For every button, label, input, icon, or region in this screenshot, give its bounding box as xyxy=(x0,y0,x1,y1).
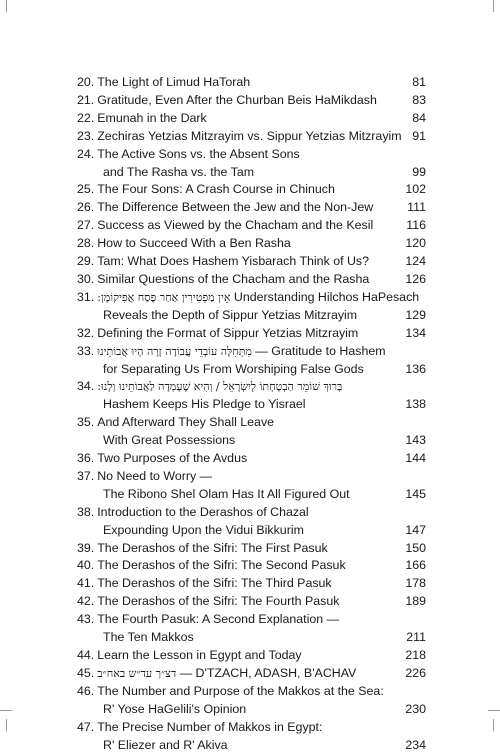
toc-entry[interactable] xyxy=(77,325,426,343)
toc-entry-line xyxy=(77,504,426,522)
toc-entry[interactable] xyxy=(77,110,426,128)
toc-entry-title: Introduction to the Derashos of Chazal xyxy=(97,504,309,519)
toc-entry-page: 143 xyxy=(405,433,426,448)
toc-entry-heading xyxy=(77,450,247,468)
toc-entry-number: 31. xyxy=(77,289,95,304)
toc-entry-continuation: Reveals the Depth of Sippur Yetzias Mitzrayim xyxy=(103,307,358,322)
toc-entry-number: 44. xyxy=(77,648,95,662)
toc-entry-number: 25. xyxy=(77,182,95,197)
toc-entry-title: Two Purposes of the Avdus xyxy=(97,451,248,466)
toc-entry-line xyxy=(77,92,426,110)
toc-entry[interactable] xyxy=(77,253,426,271)
toc-entry-heading xyxy=(77,647,302,665)
toc-entry-number: 21. xyxy=(77,92,95,107)
toc-entry[interactable] xyxy=(77,414,426,450)
toc-entry-line xyxy=(77,468,426,486)
toc-entry-heading xyxy=(77,665,356,683)
toc-entry-title: And Afterward They Shall Leave xyxy=(97,415,275,430)
toc-entry-page: 83 xyxy=(412,92,426,107)
toc-entry[interactable] xyxy=(77,289,426,325)
toc-entry[interactable] xyxy=(77,235,426,253)
toc-entry-title: The Difference Between the Jew and the Non-Jew xyxy=(97,200,374,215)
toc-entry-page: 218 xyxy=(405,648,426,662)
toc-entry-line xyxy=(77,629,426,647)
toc-entry-heading xyxy=(77,271,369,289)
toc-entry[interactable] xyxy=(77,450,426,468)
toc-entry-line xyxy=(77,432,426,450)
toc-entry-line xyxy=(77,450,426,468)
toc-entry-line xyxy=(77,271,426,289)
toc-entry-title: The Active Sons vs. the Absent Sons xyxy=(97,146,300,161)
toc-entry-title: The Derashos of the Sifri: The Second Pasuk xyxy=(97,558,346,573)
toc-entry-line xyxy=(77,217,426,235)
toc-entry-line xyxy=(77,719,426,737)
toc-entry-title: Understanding Hilchos HaPesach xyxy=(233,289,420,304)
toc-entry-line xyxy=(77,396,426,414)
toc-entry-page: 102 xyxy=(405,182,426,197)
toc-entry-title: Gratitude, Even After the Churban Beis HaMikdash xyxy=(97,92,377,107)
toc-entry-page: 145 xyxy=(405,486,426,501)
toc-entry-number: 32. xyxy=(77,325,95,340)
toc-entry-page: 124 xyxy=(405,254,426,269)
toc-entry-line xyxy=(77,414,426,432)
toc-entry-line xyxy=(77,361,426,379)
toc-entry-number: 33. xyxy=(77,343,95,358)
toc-entry[interactable] xyxy=(77,557,426,575)
toc-entry-line xyxy=(77,235,426,253)
toc-entry-continuation: for Separating Us From Worshiping False Gods xyxy=(103,361,364,376)
toc-entry-line xyxy=(77,128,426,146)
toc-entry-number: 36. xyxy=(77,451,95,466)
toc-entry-heading xyxy=(77,468,212,486)
toc-entry-heading xyxy=(77,199,373,217)
toc-entry-line xyxy=(77,540,426,558)
toc-entry-heading xyxy=(77,325,358,343)
toc-entry-title: Tam: What Does Hashem Yisbarach Think of Us? xyxy=(97,254,370,269)
toc-entry-line xyxy=(77,164,426,182)
toc-entry-title: The Derashos of the Sifri: The First Pasuk xyxy=(97,540,328,555)
toc-entry-line xyxy=(77,307,426,325)
toc-entry-heading xyxy=(77,289,419,307)
toc-entry-hebrew: אֵין מַפְטִירִין אַחַר פֶּסַח אֲפִיקוֹמָן: xyxy=(97,290,231,304)
toc-entry-title: The Number and Purpose of the Makkos at the Sea: xyxy=(97,683,384,698)
toc-entry-number: 24. xyxy=(77,146,95,161)
toc-entry-line xyxy=(77,146,426,164)
toc-entry-heading xyxy=(77,146,300,164)
toc-entry-line xyxy=(77,701,426,719)
toc-entry-page: 144 xyxy=(405,451,426,466)
toc-entry-heading xyxy=(77,217,373,235)
toc-entry-hebrew: מִתְּחִלָּה עוֹבְדֵי עֲבוֹדָה זָרָה הָיוּ אֲבוֹתֵינוּ xyxy=(97,344,252,358)
toc-entry[interactable] xyxy=(77,128,426,146)
toc-entry-title: The Light of Limud HaTorah xyxy=(97,75,251,89)
toc-entry-page: 129 xyxy=(405,307,426,322)
toc-entry-page: 120 xyxy=(405,236,426,251)
toc-entry-heading xyxy=(77,181,335,199)
toc-entry-hebrew: דצ״ך עד״ש באח״ב xyxy=(97,666,177,680)
toc-entry-number: 35. xyxy=(77,415,95,430)
toc-entry-page: 147 xyxy=(405,522,426,537)
toc-entry-number: 38. xyxy=(77,504,95,519)
toc-entry[interactable] xyxy=(77,468,426,504)
toc-entry-heading xyxy=(77,235,291,253)
toc-entry-continuation: and The Rasha vs. the Tam xyxy=(103,164,255,179)
toc-entry[interactable] xyxy=(77,343,426,379)
toc-entry[interactable] xyxy=(77,378,426,414)
crop-mark-top-left xyxy=(6,0,7,12)
toc-entry-line xyxy=(77,575,426,593)
crop-mark-bottom-right xyxy=(493,719,494,731)
toc-entry-number: 43. xyxy=(77,612,95,627)
toc-entry[interactable] xyxy=(77,146,426,182)
toc-entry-line xyxy=(77,199,426,217)
toc-entry-title: — D'TZACH, ADASH, B'ACHAV xyxy=(179,665,357,680)
crop-mark-bottom-left xyxy=(6,719,7,731)
toc-entry-number: 27. xyxy=(77,218,95,233)
toc-entry-line xyxy=(77,522,426,540)
toc-entry-number: 20. xyxy=(77,75,95,89)
toc-entry-heading xyxy=(77,414,274,432)
toc-entry[interactable] xyxy=(77,92,426,110)
toc-entry-line xyxy=(77,593,426,611)
toc-entry-heading xyxy=(77,557,346,575)
toc-entry-heading xyxy=(77,128,402,146)
toc-entry-title: — Gratitude to Hashem xyxy=(255,343,386,358)
toc-entry-page: 136 xyxy=(405,361,426,376)
toc-entry-title: Zechiras Yetzias Mitzrayim vs. Sippur Yetzias Mitzrayim xyxy=(97,128,402,143)
toc-entry-page: 81 xyxy=(412,75,426,89)
toc-entry-continuation: R' Eliezer and R' Akiva xyxy=(103,737,228,752)
crop-mark-left xyxy=(0,710,12,711)
toc-entry-heading xyxy=(77,74,250,92)
toc-entry-title: The Derashos of the Sifri: The Third Pasuk xyxy=(97,576,332,591)
toc-entry-page: 230 xyxy=(405,701,426,716)
toc-entry-heading xyxy=(77,611,339,629)
toc-entry-line xyxy=(77,181,426,199)
toc-entry-number: 40. xyxy=(77,558,95,573)
toc-entry-page: 111 xyxy=(407,200,426,215)
toc-entry-heading xyxy=(77,575,332,593)
toc-entry-line xyxy=(77,611,426,629)
table-of-contents xyxy=(77,74,426,754)
toc-entry-title: The Precise Number of Makkos in Egypt: xyxy=(97,719,323,734)
toc-entry-line xyxy=(77,683,426,701)
toc-entry-line xyxy=(77,253,426,271)
toc-entry-hebrew: בָּרוּךְ שׁוֹמֵר הַבְטָחָתוֹ לְיִשְׂרָאֵל / וְהִיא שֶׁעָמְדָה לַאֲבוֹתֵינוּ וְלָנוּ: xyxy=(97,380,343,394)
toc-entry-heading xyxy=(77,504,309,522)
toc-entry-page: 116 xyxy=(406,218,426,233)
toc-entry[interactable] xyxy=(77,199,426,217)
toc-entry[interactable] xyxy=(77,719,426,754)
toc-entry-page: 126 xyxy=(405,271,426,286)
toc-entry-line xyxy=(77,378,426,396)
toc-entry-page: 226 xyxy=(405,665,426,680)
toc-entry-line xyxy=(77,74,426,92)
toc-entry-heading xyxy=(77,343,386,361)
toc-entry-page: 91 xyxy=(412,128,426,143)
toc-entry[interactable] xyxy=(77,593,426,611)
toc-entry[interactable] xyxy=(77,271,426,289)
toc-entry-page: 150 xyxy=(405,540,426,555)
toc-entry-number: 47. xyxy=(77,719,95,734)
toc-entry-continuation: R' Yose HaGelili's Opinion xyxy=(103,701,247,716)
toc-entry-title: Defining the Format of Sippur Yetzias Mitzrayim xyxy=(97,325,359,340)
toc-entry-number: 23. xyxy=(77,128,95,143)
toc-entry-number: 41. xyxy=(77,576,95,591)
toc-entry-heading xyxy=(77,378,342,396)
toc-entry-title: No Need to Worry — xyxy=(97,468,212,483)
toc-entry-number: 42. xyxy=(77,594,95,609)
toc-entry-title: Emunah in the Dark xyxy=(97,110,207,125)
toc-entry-line xyxy=(77,647,426,665)
toc-entry-continuation: The Ribono Shel Olam Has It All Figured Out xyxy=(103,486,350,501)
toc-entry-title: Similar Questions of the Chacham and the Rasha xyxy=(97,271,370,286)
toc-entry[interactable] xyxy=(77,683,426,719)
toc-entry-heading xyxy=(77,683,384,701)
toc-entry-continuation: Expounding Upon the Vidui Bikkurim xyxy=(103,522,304,537)
toc-entry-number: 39. xyxy=(77,540,95,555)
toc-entry-number: 29. xyxy=(77,254,95,269)
toc-entry-title: The Derashos of the Sifri: The Fourth Pasuk xyxy=(97,594,340,609)
toc-entry[interactable] xyxy=(77,540,426,558)
toc-entry-line xyxy=(77,343,426,361)
toc-entry-page: 178 xyxy=(405,576,426,591)
toc-entry-line xyxy=(77,665,426,683)
toc-entry-number: 45. xyxy=(77,665,95,680)
toc-entry-page: 189 xyxy=(405,594,426,609)
toc-entry-continuation: The Ten Makkos xyxy=(103,630,194,645)
toc-entry-heading xyxy=(77,110,207,128)
toc-entry-number: 30. xyxy=(77,271,95,286)
toc-entry-page: 84 xyxy=(412,110,426,125)
toc-entry-title: Learn the Lesson in Egypt and Today xyxy=(97,648,302,662)
toc-entry[interactable] xyxy=(77,665,426,683)
toc-entry-page: 99 xyxy=(412,164,426,179)
toc-entry-heading xyxy=(77,593,339,611)
toc-entry-line xyxy=(77,110,426,128)
toc-entry-page: 138 xyxy=(405,397,426,412)
toc-entry-continuation: With Great Possessions xyxy=(103,433,236,448)
toc-entry[interactable] xyxy=(77,611,426,647)
toc-entry-heading xyxy=(77,253,369,271)
toc-entry-number: 46. xyxy=(77,683,95,698)
toc-entry[interactable] xyxy=(77,575,426,593)
toc-entry-line xyxy=(77,289,426,307)
toc-entry-line xyxy=(77,737,426,754)
toc-entry-title: The Four Sons: A Crash Course in Chinuch xyxy=(97,182,335,197)
toc-entry[interactable] xyxy=(77,181,426,199)
toc-entry-number: 37. xyxy=(77,468,95,483)
toc-entry-number: 22. xyxy=(77,110,95,125)
toc-entry-number: 28. xyxy=(77,236,95,251)
toc-entry-line xyxy=(77,325,426,343)
toc-entry-page: 211 xyxy=(406,630,426,645)
toc-entry-line xyxy=(77,486,426,504)
toc-entry-heading xyxy=(77,540,328,558)
toc-entry-number: 34. xyxy=(77,379,95,394)
crop-mark-right xyxy=(488,710,500,711)
toc-entry-number: 26. xyxy=(77,200,95,215)
toc-entry-line xyxy=(77,557,426,575)
toc-entry-title: How to Succeed With a Ben Rasha xyxy=(97,236,291,251)
toc-entry-page: 234 xyxy=(405,737,426,752)
toc-entry-continuation: Hashem Keeps His Pledge to Yisrael xyxy=(103,397,306,412)
toc-entry[interactable] xyxy=(77,74,426,92)
toc-entry-heading xyxy=(77,92,377,110)
toc-entry-title: The Fourth Pasuk: A Second Explanation — xyxy=(97,612,339,627)
toc-entry-page: 134 xyxy=(405,325,426,340)
toc-entry[interactable] xyxy=(77,217,426,235)
toc-entry[interactable] xyxy=(77,647,426,665)
crop-mark-top-right xyxy=(493,0,494,12)
toc-entry-title: Success as Viewed by the Chacham and the Kesil xyxy=(97,218,374,233)
toc-entry[interactable] xyxy=(77,504,426,540)
toc-entry-page: 166 xyxy=(405,558,426,573)
toc-entry-heading xyxy=(77,719,322,737)
